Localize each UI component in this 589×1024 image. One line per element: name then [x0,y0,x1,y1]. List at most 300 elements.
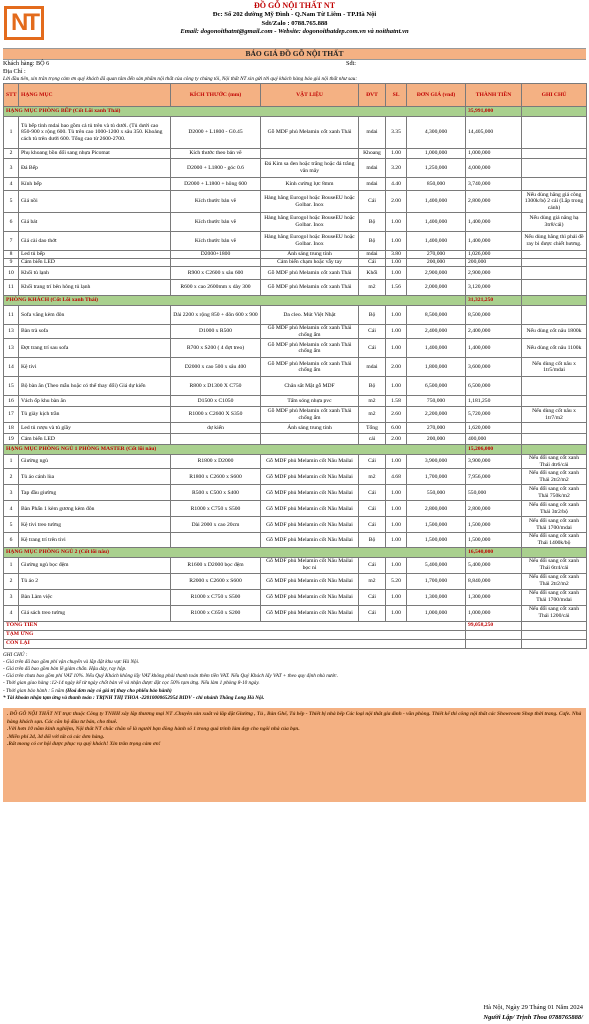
cell-amount: 1,181,250 [466,396,522,407]
cell-material: Đá Kim sa đen hoặc trắng hoặc đá trắng vân mây [261,159,359,178]
note-line-warranty: - Thời gian bảo hành : 5 năm (Hoá đơn này có giá trị thay cho phiếu bảo hành) [3,687,172,694]
cell-item: Tủ giày kịch trần [19,407,171,423]
cell-qty: 1.00 [386,259,407,267]
cell-qty: 1.00 [386,501,407,517]
cell-note [522,377,587,396]
cell-item: Tủ bếp tỉnh mdai bao gồm cả tủ trên và tủ dưới. (Tủ dưới cao 850-900 x rộng 600. Tủ trên cao 1000-1200 x sâu 350. Khoảng cách tủ trên dưới 600. Tổng cao từ 2600-2700. [19,117,171,149]
cell-qty: 1.00 [386,267,407,280]
remaining-value [466,639,522,648]
cell-amount: 1,500,000 [466,517,522,533]
cell-amount: 1,400,000 [466,339,522,358]
cell-item: Vách ốp khu bàn ăn [19,396,171,407]
cell-amount: 3,600,000 [466,358,522,377]
cell-stt: 13 [4,339,19,358]
cell-item: Kệ trang trí trên tivi [19,533,171,547]
note-line: - Giá trên đã bao gồm bản lề giảm chấn. Hậu dày, ray hộp. [3,665,127,672]
bank-account: * Tài khoản nhận tạm ứng và thanh toán : TRỊNH THỊ THOA -22010000652954 BIDV - chi nhánh Thăng Long Hà Nội. [3,694,265,701]
cell-stt: 2 [4,573,19,589]
cell-price: 550,000 [407,485,466,501]
cell-amount: 1,000,000 [466,149,522,159]
cell-unit: mdai [359,251,386,259]
cell-stt: 1 [4,455,19,469]
cell-stt: 1 [4,557,19,573]
cell-note: Nếu đổi sang cốt xanh Thái 1200/cái [522,605,587,621]
cell-note: Nếu dùng giá nâng hạ 3tr8/cái) [522,213,587,232]
cell-stt: 3 [4,485,19,501]
table-row [4,213,587,232]
note-line: - Thời gian giao hàng :12-14 ngày kể từ ngày chốt bản vẽ và nhận được đặt cọc 50% tạm ứng. Nếu làm 1 phòng 8-10 ngày. [3,680,260,687]
quotation-table [3,83,587,649]
cell-unit: Bộ [359,533,386,547]
cell-item: Tap đầu giường [19,485,171,501]
cell-price: 1,250,000 [407,159,466,178]
cell-item: Khối tủ lạnh [19,267,171,280]
cell-qty: 1.00 [386,325,407,339]
cell-size: Kích thước bản vẽ [171,232,261,251]
cell-item: Bàn trà sofa [19,325,171,339]
cell-size [171,434,261,445]
cell-size: R1600 x D2000 bọc đệm [171,557,261,573]
cell-item: Tủ áo 2 [19,573,171,589]
cell-material: Hàng hãng Eurogol hoặc BouseEU hoặc Golbar. Inox [261,191,359,213]
cell-note [522,434,587,445]
cell-qty: 3.20 [386,159,407,178]
cell-qty: 1.00 [386,339,407,358]
cell-unit: Cái [359,557,386,573]
cell-stt: 1 [4,117,19,149]
cell-price: 2,900,000 [407,267,466,280]
cell-price: 1,500,000 [407,533,466,547]
cell-price: 4,300,000 [407,117,466,149]
cell-price: 200,000 [407,434,466,445]
cell-unit: Cái [359,485,386,501]
cell-qty: 2.00 [386,358,407,377]
cell-item: Bộ bàn ăn (Theo mẫu hoặc có thể thay đổi) Giá dự kiến [19,377,171,396]
cell-note [522,159,587,178]
cell-item: Khối trang trí bên hông tủ lạnh [19,280,171,296]
cell-qty: 3.35 [386,117,407,149]
table-row [4,517,587,533]
cell-amount: 550,000 [466,485,522,501]
cell-stt: 4 [4,501,19,517]
cell-stt: 11 [4,280,19,296]
cell-size: D2000 + L1800 + hông 600 [171,178,261,191]
cell-unit: mdai [359,159,386,178]
cell-amount: 1,500,000 [466,533,522,547]
table-footer [4,621,587,648]
section-note [522,445,587,455]
cell-price: 1,400,000 [407,339,466,358]
cell-item: Giá cài dao thớt [19,232,171,251]
table-row [4,117,587,149]
cell-unit: Bộ [359,213,386,232]
table-row [4,377,587,396]
cell-amount: 400,000 [466,434,522,445]
cell-amount: 8,500,000 [466,306,522,325]
cell-size [171,533,261,547]
intro-text: Lời đầu tiên, xin trân trọng cảm ơn quý khách đã quan tâm đến sản phẩm nội thất của công ty chúng tôi, Nội thất NT xin gửi tới quý khách hàng báo giá nội thất như sau: [3,76,358,82]
cell-price: 2,000,000 [407,280,466,296]
cell-qty: 1.00 [386,605,407,621]
cell-unit: Cái [359,455,386,469]
cell-qty: 3.80 [386,251,407,259]
table-row [4,533,587,547]
cell-price: 2,800,000 [407,501,466,517]
cell-material: Gỗ MDF phủ Melamin cốt Nâu Mailai bọc ni [261,557,359,573]
cell-stt: 5 [4,191,19,213]
cell-size: R500 x C500 x S400 [171,485,261,501]
cell-unit: mdai [359,178,386,191]
grand-total-value: 99,058,250 [466,621,522,630]
cell-item: Bàn Làm việc [19,589,171,605]
cell-qty: 2.00 [386,434,407,445]
table-row [4,434,587,445]
cell-note [522,259,587,267]
header-note: GHI CHÚ [522,84,587,107]
cell-material: Gỗ MDF phủ Melamin cốt xanh Thái chống ẩm [261,325,359,339]
table-row [4,149,587,159]
cell-qty: 5.20 [386,573,407,589]
cell-qty: 1.00 [386,517,407,533]
cell-note: Nếu đổi sang cốt xanh Thái 1700/mdai [522,589,587,605]
cell-unit: Cái [359,339,386,358]
cell-stt: 8 [4,251,19,259]
cell-stt: 15 [4,377,19,396]
cell-qty: 1.00 [386,213,407,232]
header-item: HẠNG MỤC [19,84,171,107]
cell-note: Nếu dùng cốt nâu 1100k [522,339,587,358]
cell-unit: m2 [359,396,386,407]
section-row [4,547,587,557]
cell-amount: 6,500,000 [466,377,522,396]
cell-amount: 1,620,000 [466,423,522,434]
cell-stt: 9 [4,259,19,267]
note-line: - Giá trên đã bao gồm phí vận chuyển và lắp đặt khu vực Hà Nội. [3,658,140,665]
cell-note: Nếu đổi sang cốt xanh Thái 4tr6/cái [522,455,587,469]
cell-amount: 1,400,000 [466,213,522,232]
cell-qty: 1.00 [386,232,407,251]
cell-note: Nếu dùng cốt nâu 1800k [522,325,587,339]
cell-unit: Cái [359,259,386,267]
remaining-row [4,639,587,648]
cell-size: D2000 + L1800 - G0.45 [171,117,261,149]
cell-stt: 2 [4,469,19,485]
cell-amount: 1,400,000 [466,232,522,251]
cell-stt: 7 [4,232,19,251]
cell-price: 1,400,000 [407,232,466,251]
cell-amount: 5,720,000 [466,407,522,423]
cell-note [522,267,587,280]
cell-item: Phụ khoang bồn đối sang nhựa Picomat [19,149,171,159]
cell-size: R1800 x C2600 x S600 [171,469,261,485]
cell-unit: Khối [359,267,386,280]
company-footer [3,708,586,802]
cell-size: R800 x D1300 X C750 [171,377,261,396]
cell-unit: Bộ [359,306,386,325]
cell-amount: 2,800,000 [466,191,522,213]
cell-note: Nếu đổi sang cốt xanh Thái 2tr2/m2 [522,469,587,485]
cell-stt: 10 [4,267,19,280]
cell-stt: 16 [4,396,19,407]
cell-stt: 3 [4,589,19,605]
cell-unit: m2 [359,280,386,296]
cell-size [171,259,261,267]
section-row [4,107,587,117]
table-row [4,267,587,280]
cell-size: R1800 x D2000 [171,455,261,469]
advance-row [4,630,587,639]
cell-amount: 2,900,000 [466,267,522,280]
cell-unit: m2 [359,407,386,423]
section-title: HẠNG MỤC PHÒNG NGỦ 2 (Cốt lõi nâu) [4,547,466,557]
cell-unit: Cái [359,605,386,621]
cell-note [522,149,587,159]
table-row [4,407,587,423]
cell-item: Kính bếp [19,178,171,191]
cell-price: 8,500,000 [407,306,466,325]
cell-qty: 1.00 [386,455,407,469]
cell-note [522,396,587,407]
cell-size: R1000 x C650 x S200 [171,605,261,621]
section-note [522,107,587,117]
cell-size: D1500 x C1050 [171,396,261,407]
cell-qty: 2.60 [386,407,407,423]
cell-stt: 3 [4,159,19,178]
cell-unit: Cái [359,589,386,605]
table-row [4,557,587,573]
cell-price: 1,700,000 [407,469,466,485]
cell-qty: 6.00 [386,423,407,434]
cell-note [522,280,587,296]
header-stt: STT [4,84,19,107]
cell-stt: 11 [4,306,19,325]
cell-amount: 4,000,000 [466,159,522,178]
cell-note: Nếu đổi sang cốt xanh Thái 1400k/bộ [522,533,587,547]
cell-material: Gỗ MDF phủ Melamin cốt Nâu Mailai [261,517,359,533]
cell-material: Da cleo. Mút Việt Nhật [261,306,359,325]
section-title: PHÒNG KHÁCH (Cốt Lõi xanh Thái) [4,296,466,306]
cell-material: Gỗ MDF phủ Melamin cốt Nâu Mailai [261,573,359,589]
signature-signer: Người Lập/ Trịnh Thoa 0788765888/ [483,1014,583,1021]
section-note [522,296,587,306]
cell-item: Led tủ bếp [19,251,171,259]
table-row [4,280,587,296]
table-row [4,232,587,251]
cell-amount: 1,000,000 [466,605,522,621]
cell-qty: 2.00 [386,191,407,213]
cell-price: 1,400,000 [407,213,466,232]
cell-qty: 1.00 [386,306,407,325]
cell-item: Giá bát [19,213,171,232]
cell-item: Cảm biến LED [19,434,171,445]
cell-note [522,178,587,191]
cell-amount: 1,026,000 [466,251,522,259]
cell-size: Kích thước bản vẽ [171,191,261,213]
section-title: HẠNG MỤC PHÒNG NGỦ 1 PHÒNG MASTER (Cốt lõi nâu) [4,445,466,455]
cell-note [522,251,587,259]
cell-qty: 1.00 [386,533,407,547]
cell-material: Gỗ MDF phủ Melamin cốt Nâu Mailai [261,589,359,605]
cell-material [261,434,359,445]
cell-note: Nếu đổi sang cốt xanh Thái 3tr2/bộ [522,501,587,517]
table-row [4,339,587,358]
table-row [4,589,587,605]
cell-unit: Tổng [359,423,386,434]
signature-date: Hà Nội, Ngày 29 Tháng 01 Năm 2024 [483,1004,583,1011]
table-row [4,501,587,517]
cell-price: 5,400,000 [407,557,466,573]
customer-name: Khách hàng: BỘ 6 [3,60,50,67]
cell-qty: 4.40 [386,178,407,191]
cell-size: Dài 2000 x cao 20cm [171,517,261,533]
footer-line: . ĐỒ GỖ NỘI THẤT NT trực thuộc Công ty TNHH xây lắp thương mại NT .Chuyên sản xuất và lắp đặt Giường , Tủ , Bàn Ghế, Tủ bếp - Thiết bị nhà bếp Các loại nội thất gia đình - văn phòng. Thiết kế thi công nội thất các Showroom Shop thời trang. Cafe. Nhà hàng khách sạn. Các căn hộ đầu tư bán, cho thuê. [7,710,582,725]
customer-address: Địa Chỉ : [3,68,26,75]
cell-size: R1000 x C2600 X S350 [171,407,261,423]
cell-item: Giường ngủ [19,455,171,469]
cell-unit: Cái [359,325,386,339]
cell-material: Gỗ MDF phủ Melamin cốt xanh Thái [261,280,359,296]
table-row [4,469,587,485]
cell-size: D2000+1800 [171,251,261,259]
cell-stt: 17 [4,407,19,423]
section-note [522,547,587,557]
cell-note [522,117,587,149]
cell-note: Nếu đổi sang cốt xanh Thái 2tr2/m2 [522,573,587,589]
cell-amount: 7,956,000 [466,469,522,485]
advance-value [466,630,522,639]
footer-line: .Với hơn 10 năm kinh nghiệm, Nội thất NT chắc chắn sẽ là người bạn đồng hành số 1 trong quá trình làm đẹp cho ngôi nhà của bạn. [7,726,300,733]
cell-item: Led tủ rượu và tủ giầy [19,423,171,434]
table-row [4,325,587,339]
grand-total-row [4,621,587,630]
notes-heading: GHI CHÚ : [3,651,28,658]
cell-qty: 1.00 [386,149,407,159]
section-total: 16,540,000 [466,547,522,557]
cell-material: Ánh sáng trung tính [261,423,359,434]
table-row [4,251,587,259]
cell-qty: 4.68 [386,469,407,485]
cell-qty: 1.58 [386,396,407,407]
cell-item: Sofa văng kèm đôn [19,306,171,325]
section-row [4,445,587,455]
cell-material: Hàng hãng Eurogol hoặc BouseEU hoặc Golbar. Inox [261,232,359,251]
cell-note: Nếu đổi sang cốt xanh Thái 750k/m2 [522,485,587,501]
company-phone: Sdt/Zalo : 0788.765.888 [261,19,328,27]
cell-note: Nếu đổi sang cốt xanh Thái 1700/mdai [522,517,587,533]
cell-item: Giá nồi [19,191,171,213]
company-address: Đc: Số 202 đường Mỹ Đình - Q.Nam Từ Liêm - TP.Hà Nội [212,10,377,18]
cell-material: Cảm biến chạm hoặc vẫy tay [261,259,359,267]
cell-amount: 8,840,000 [466,573,522,589]
section-total: 15,206,000 [466,445,522,455]
table-row [4,485,587,501]
cell-material [261,149,359,159]
cell-note [522,423,587,434]
table-row [4,159,587,178]
cell-material: Gỗ MDF phủ Melamin cốt xanh Thái [261,267,359,280]
cell-item: Kệ tivi [19,358,171,377]
cell-price: 1,500,000 [407,517,466,533]
table-row [4,396,587,407]
cell-size: D2000 + L1800 - góc 0.6 [171,159,261,178]
cell-material: Gỗ MDF phủ Melamin cốt Nâu Mailai [261,605,359,621]
cell-item: Kệ tivi treo tường [19,517,171,533]
cell-unit: Khoang [359,149,386,159]
cell-item: Bàn Phấn 1 kèm gương kèm đôn [19,501,171,517]
cell-item: Đá Bếp [19,159,171,178]
cell-size: D2000 x cao 500 x sâu 400 [171,358,261,377]
section-row [4,296,587,306]
cell-price: 2,400,000 [407,325,466,339]
cell-item: Giường ngủ bọc đệm [19,557,171,573]
document-title: BÁO GIÁ ĐỒ GỖ NỘI THẤT [3,48,586,60]
cell-item: Giá sách treo tường [19,605,171,621]
company-email: Email: dogonoithatnt@gmail.com - Website: dogonoithatdep.com.vn và noithatnt.vn [180,28,409,36]
cell-stt: 5 [4,517,19,533]
table-row [4,178,587,191]
cell-item: Đợt trang trí sau sofa [19,339,171,358]
cell-amount: 5,400,000 [466,557,522,573]
table-row [4,191,587,213]
cell-stt: 4 [4,178,19,191]
cell-material: Gỗ MDF phủ Melamin cốt Nâu Mailai [261,455,359,469]
header-material: VẬT LIỆU [261,84,359,107]
cell-amount: 3,120,000 [466,280,522,296]
company-header [0,0,589,46]
header-unit: ĐVT [359,84,386,107]
cell-qty: 1.56 [386,280,407,296]
cell-unit: Bộ [359,232,386,251]
cell-size: Dài 2200 x rộng 850 + đôn 600 x 900 [171,306,261,325]
cell-material: Chân sắt Mặt gỗ MDF [261,377,359,396]
table-row [4,455,587,469]
table-row [4,259,587,267]
cell-unit: Cái [359,501,386,517]
cell-size: D1000 x R500 [171,325,261,339]
header-price: ĐƠN GIÁ (vnđ) [407,84,466,107]
footer-line: .Rất mong có cơ hội được phục vụ quý khách! Xin trân trọng cảm ơn! [7,741,161,748]
company-name: ĐỒ GỖ NỘI THẤT NT [253,1,336,10]
cell-note: Nếu đổi sang cốt xanh Thái 6tr4/cái [522,557,587,573]
cell-size: R900 x C2600 x sâu 600 [171,267,261,280]
cell-amount: 2,800,000 [466,501,522,517]
cell-qty: 1.00 [386,485,407,501]
cell-stt: 2 [4,149,19,159]
header-qty: SL [386,84,407,107]
cell-amount: 3,740,000 [466,178,522,191]
cell-unit: Cái [359,517,386,533]
cell-size: R2000 x C2600 x S600 [171,573,261,589]
grand-total-note [522,621,587,630]
cell-qty: 1.00 [386,377,407,396]
cell-material: Gỗ MDF phủ Melamin cốt xanh Thái chống ẩm [261,358,359,377]
cell-price: 850,000 [407,178,466,191]
cell-unit: cái [359,434,386,445]
table-row [4,423,587,434]
section-total: 35,991,000 [466,107,522,117]
cell-unit: Cái [359,191,386,213]
cell-price: 1,300,000 [407,589,466,605]
header-size: KÍCH THƯỚC (mm) [171,84,261,107]
cell-stt: 19 [4,434,19,445]
customer-line [0,60,589,68]
cell-note: Nếu dùng cốt nâu x 1tr7/m2 [522,407,587,423]
cell-amount: 2,400,000 [466,325,522,339]
company-logo: NT [4,6,44,40]
advance-note [522,630,587,639]
cell-material: Hàng hãng Eurogol hoặc BouseEU hoặc Golbar. Inox [261,213,359,232]
cell-amount: 1,300,000 [466,589,522,605]
